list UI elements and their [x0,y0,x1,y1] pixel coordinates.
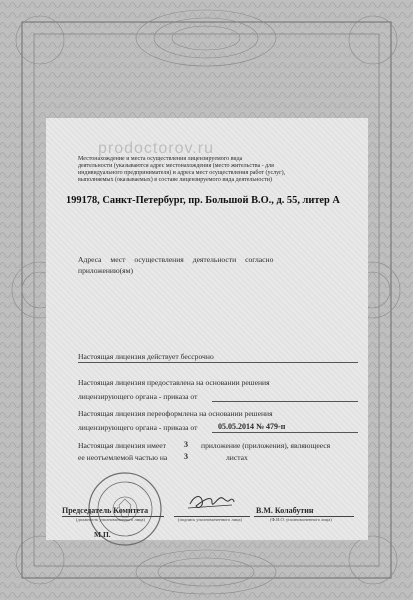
basis-reissued-underline [212,432,358,433]
watermark: prodoctorov.ru [98,140,214,157]
appendices-line-2-suffix: листах [226,453,248,462]
basis-provided-line-1: Настоящая лицензия предоставлена на основании решения [78,378,270,387]
basis-reissued-line-2: лицензирующего органа - приказа от [78,423,198,432]
appendices-count: 3 [184,440,188,449]
appendices-line-2-prefix: ее неотъемлемой частью на [78,453,168,462]
header-line-2: деятельности (указываются адрес местонахождения (место жительства - для [78,163,274,169]
header-line-3: индивидуального предпринимателя) и адреса мест осуществления работ (услуг), [78,170,286,176]
validity-text: Настоящая лицензия действует бессрочно [78,352,214,361]
license-address: 199178, Санкт-Петербург, пр. Большой В.О., д. 55, литер А [66,195,340,206]
reissue-order-value: 05.05.2014 № 479-п [218,422,286,431]
appendices-suffix: приложение (приложения), являющееся [201,441,331,450]
validity-underline [78,362,358,363]
appendices-sheets: 3 [184,452,188,461]
basis-reissued-line-1: Настоящая лицензия переоформлена на основании решения [78,409,273,418]
seal-place-label: М.П. [94,530,111,539]
signature-caption: (подпись уполномоченного лица) [178,517,242,522]
name-caption: (Ф.И.О. уполномоченного лица) [270,517,332,522]
places-line-2: приложению(ям) [78,266,133,275]
places-line-1: Адреса мест осуществления деятельности согласно [78,255,274,264]
handwritten-signature [186,488,238,516]
role-caption: (должность уполномоченного лица) [76,517,145,522]
appendices-prefix: Настоящая лицензия имеет [78,441,166,450]
header-line-4: выполняемых (оказываемых) в составе лицензируемого вида деятельности) [78,177,272,183]
basis-provided-underline [212,401,358,402]
header-line-1: Местонахождение и места осуществления лицензируемого вида [78,156,243,162]
signatory-name: В.М. Колабутин [256,506,314,515]
basis-provided-line-2: лицензирующего органа - приказа от [78,392,198,401]
signatory-role: Председатель Комитета [62,506,149,515]
